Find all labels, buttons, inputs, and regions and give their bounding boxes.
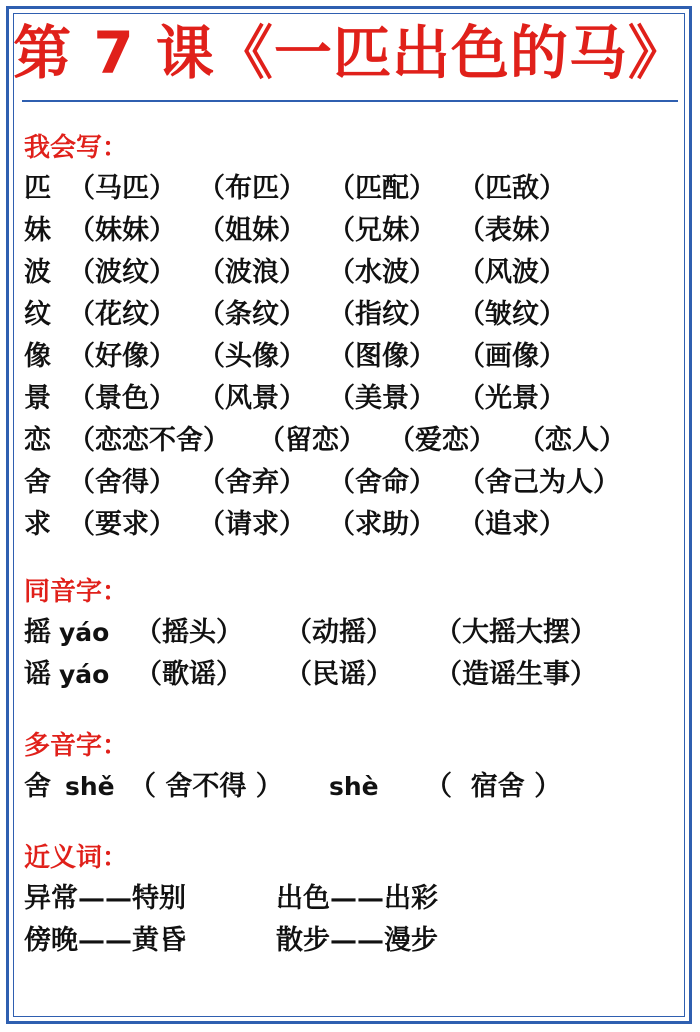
homophone-word: （民谣） xyxy=(285,659,393,690)
write-word: （兄妹） xyxy=(328,215,436,246)
write-word: （水波） xyxy=(328,257,436,288)
page-title: 第 7 课《一匹出色的马》 xyxy=(13,19,687,87)
write-word: （舍弃） xyxy=(198,467,306,498)
lesson-content xyxy=(24,128,674,962)
polyphone-char: 舍 xyxy=(24,771,51,802)
write-word: （恋人） xyxy=(518,425,626,456)
write-char: 舍 xyxy=(24,467,51,498)
synonym-pair: 出色——出彩 xyxy=(276,883,438,914)
write-char: 波 xyxy=(24,257,51,288)
homophone-word: （动摇） xyxy=(285,617,393,648)
write-row xyxy=(24,420,674,462)
homophone-heading: 同音字： xyxy=(24,577,129,607)
write-word: （图像） xyxy=(328,341,436,372)
write-word: （风波） xyxy=(458,257,566,288)
write-word: （花纹） xyxy=(68,299,176,330)
polyphone-heading: 多音字： xyxy=(24,731,129,761)
write-word: （景色） xyxy=(68,383,176,414)
polyphone-word-1: （ 舍不得 ） xyxy=(129,771,283,802)
write-char: 景 xyxy=(24,383,51,414)
write-char: 纹 xyxy=(24,299,51,330)
homophone-word: （大摇大摆） xyxy=(435,617,597,648)
homophone-row xyxy=(24,654,674,696)
write-char: 求 xyxy=(24,509,51,540)
homophone-pinyin: yáo xyxy=(59,660,110,689)
write-word: （光景） xyxy=(458,383,566,414)
write-word: （条纹） xyxy=(198,299,306,330)
homophone-word: （摇头） xyxy=(135,617,243,648)
homophone-word: （造谣生事） xyxy=(435,659,597,690)
write-word: （皱纹） xyxy=(458,299,566,330)
write-word: （舍得） xyxy=(68,467,176,498)
write-row xyxy=(24,378,674,420)
synonym-pair: 异常——特别 xyxy=(24,883,186,914)
write-word: （恋恋不舍） xyxy=(68,425,230,456)
synonym-row xyxy=(24,878,674,920)
write-word: （头像） xyxy=(198,341,306,372)
synonym-heading: 近义词： xyxy=(24,843,129,873)
write-row xyxy=(24,168,674,210)
write-row xyxy=(24,210,674,252)
write-row xyxy=(24,336,674,378)
synonym-row xyxy=(24,920,674,962)
write-word: （布匹） xyxy=(198,173,306,204)
polyphone-pinyin-2: shè xyxy=(329,772,379,801)
write-word: （留恋） xyxy=(258,425,366,456)
write-word: （画像） xyxy=(458,341,566,372)
homophone-row xyxy=(24,612,674,654)
homophone-char: 谣 xyxy=(24,659,51,690)
write-word: （舍命） xyxy=(328,467,436,498)
write-char: 像 xyxy=(24,341,51,372)
write-word: （美景） xyxy=(328,383,436,414)
write-row xyxy=(24,252,674,294)
write-row xyxy=(24,504,674,546)
write-word: （姐妹） xyxy=(198,215,306,246)
write-word: （舍己为人） xyxy=(458,467,620,498)
write-word: （爱恋） xyxy=(388,425,496,456)
write-word: （求助） xyxy=(328,509,436,540)
homophone-char: 摇 xyxy=(24,617,51,648)
write-heading: 我会写： xyxy=(24,133,129,163)
write-word: （妹妹） xyxy=(68,215,176,246)
write-word: （要求） xyxy=(68,509,176,540)
synonym-pair: 傍晚——黄昏 xyxy=(24,925,186,956)
write-word: （波浪） xyxy=(198,257,306,288)
write-row xyxy=(24,462,674,504)
write-word: （好像） xyxy=(68,341,176,372)
write-word: （追求） xyxy=(458,509,566,540)
write-char: 匹 xyxy=(24,173,51,204)
polyphone-word-2: （ 宿舍 ） xyxy=(425,771,562,802)
title-divider xyxy=(22,100,678,102)
write-word: （匹配） xyxy=(328,173,436,204)
write-word: （指纹） xyxy=(328,299,436,330)
write-word: （表妹） xyxy=(458,215,566,246)
write-word: （风景） xyxy=(198,383,306,414)
write-char: 妹 xyxy=(24,215,51,246)
homophone-word: （歌谣） xyxy=(135,659,243,690)
homophone-pinyin: yáo xyxy=(59,618,110,647)
write-row xyxy=(24,294,674,336)
polyphone-row xyxy=(24,766,674,808)
synonym-pair: 散步——漫步 xyxy=(276,925,438,956)
write-word: （请求） xyxy=(198,509,306,540)
write-word: （波纹） xyxy=(68,257,176,288)
write-word: （匹敌） xyxy=(458,173,566,204)
polyphone-pinyin-1: shě xyxy=(65,772,115,801)
write-char: 恋 xyxy=(24,425,51,456)
write-word: （马匹） xyxy=(68,173,176,204)
